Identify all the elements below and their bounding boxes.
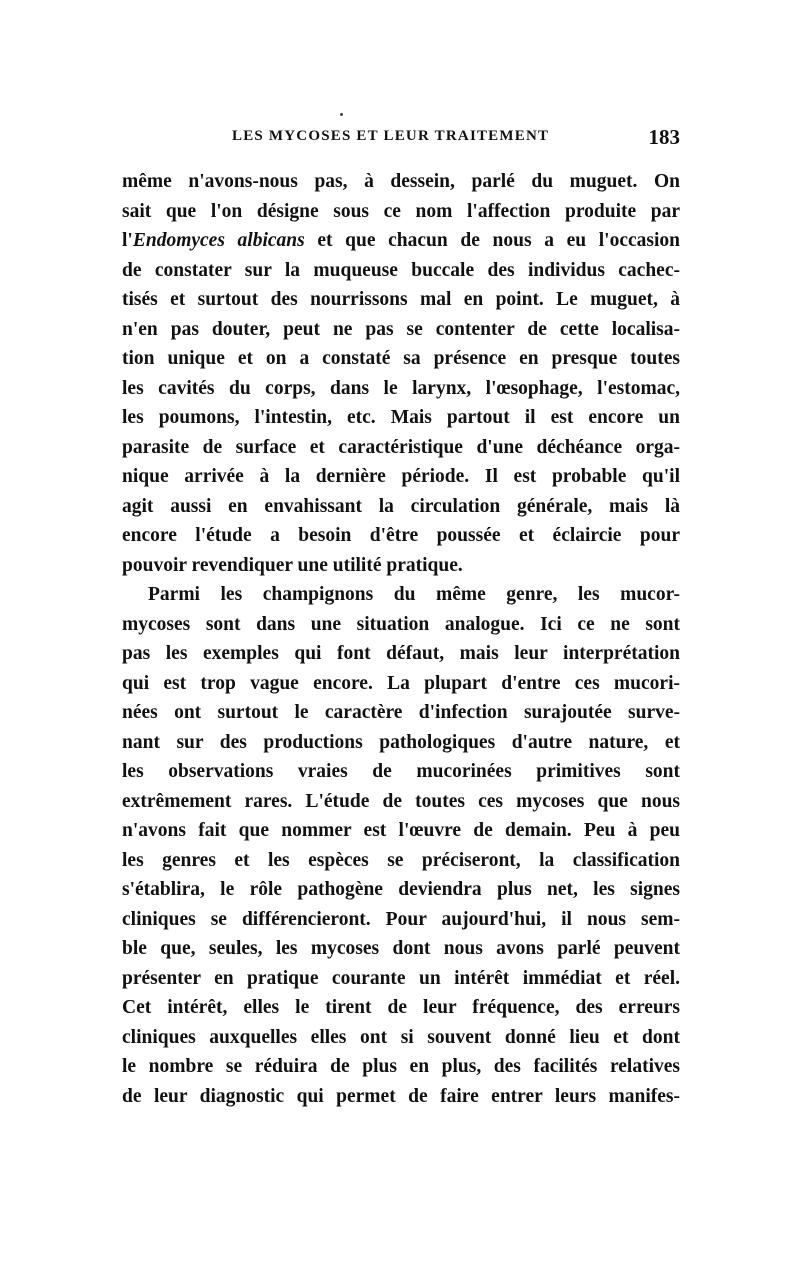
text-line: les observations vraies de mucorinées primitives sont xyxy=(122,761,680,782)
text-fragment: l' xyxy=(122,230,133,251)
text-line: qui est trop vague encore. La plupart d'entre ces mucori- xyxy=(122,672,680,694)
page-number: 183 xyxy=(648,125,680,149)
text-line: parasite de surface et caractéristique d'une déchéance orga- xyxy=(122,436,680,458)
running-title: LES MYCOSES ET LEUR TRAITEMENT xyxy=(232,128,550,144)
text-line: tion unique et on a constaté sa présence en presque toutes xyxy=(122,348,680,369)
body-text xyxy=(122,167,680,1111)
text-line xyxy=(122,226,680,256)
text-line: s'établira, le rôle pathogène deviendra plus net, les signes xyxy=(122,879,680,900)
text-line: agit aussi en envahissant la circulation générale, mais là xyxy=(122,495,680,517)
running-head xyxy=(232,125,680,152)
text-line: nique arrivée à la dernière période. Il est probable qu'il xyxy=(122,466,680,487)
text-line: cliniques se différencieront. Pour aujourd'hui, il nous sem- xyxy=(122,908,680,930)
text-line: de constater sur la muqueuse buccale des individus cachec- xyxy=(122,259,680,281)
text-line: de leur diagnostic qui permet de faire entrer leurs manifes- xyxy=(122,1085,680,1107)
text-line: les genres et les espèces se préciseront, la classification xyxy=(122,849,680,871)
text-line: sait que l'on désigne sous ce nom l'affection produite par xyxy=(122,200,680,222)
text-line: nant sur des productions pathologiques d'autre nature, et xyxy=(122,731,680,753)
text-line: ble que, seules, les mycoses dont nous avons parlé peuvent xyxy=(122,938,680,959)
text-line: même n'avons-nous pas, à dessein, parlé du muguet. On xyxy=(122,171,680,192)
species-name: Endomyces albicans xyxy=(132,230,305,251)
text-line: nées ont surtout le caractère d'infection surajoutée surve- xyxy=(122,702,680,723)
text-line: extrêmement rares. L'étude de toutes ces mycoses que nous xyxy=(122,790,680,812)
text-fragment: et que chacun de nous a eu l'occasion xyxy=(304,230,680,251)
text-line: présenter en pratique courante un intérêt immédiat et réel. xyxy=(122,967,680,989)
text-line: pas les exemples qui font défaut, mais leur interprétation xyxy=(122,643,680,664)
text-line: n'avons fait que nommer est l'œuvre de demain. Peu à peu xyxy=(122,820,680,841)
text-line: Parmi les champignons du même genre, les mucor- xyxy=(148,584,680,605)
text-line: tisés et surtout des nourrissons mal en point. Le muguet, à xyxy=(122,289,680,310)
text-line: les cavités du corps, dans le larynx, l'œsophage, l'estomac, xyxy=(122,377,680,399)
text-line: cliniques auxquelles elles ont si souvent donné lieu et dont xyxy=(122,1026,680,1048)
text-line: Cet intérêt, elles le tirent de leur fréquence, des erreurs xyxy=(122,997,680,1018)
text-line: pouvoir revendiquer une utilité pratique. xyxy=(122,554,463,576)
text-line: les poumons, l'intestin, etc. Mais partout il est encore un xyxy=(122,407,680,428)
text-line: n'en pas douter, peut ne pas se contenter de cette localisa- xyxy=(122,318,680,340)
print-speck xyxy=(340,113,343,116)
text-line: mycoses sont dans une situation analogue. Ici ce ne sont xyxy=(122,613,680,635)
text-line: le nombre se réduira de plus en plus, des facilités relatives xyxy=(122,1056,680,1077)
text-line: encore l'étude a besoin d'être poussée et éclaircie pour xyxy=(122,525,680,546)
